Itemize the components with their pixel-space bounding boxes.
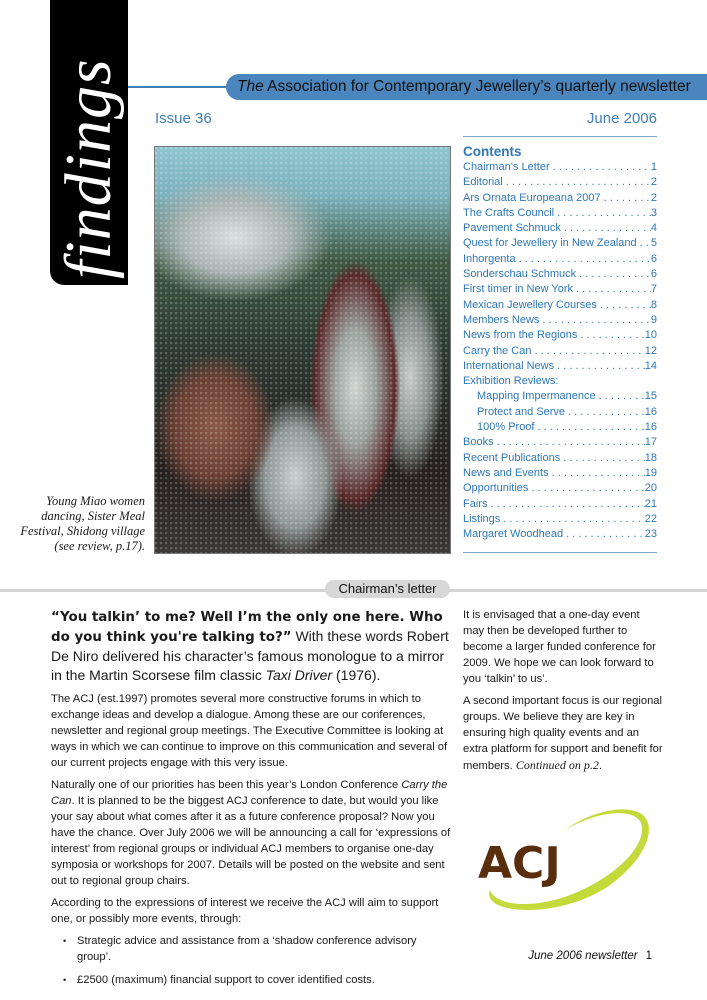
leader-dots — [597, 298, 651, 313]
masthead-rule — [128, 86, 238, 88]
contents-item[interactable] — [463, 512, 657, 527]
contents-item[interactable] — [463, 206, 657, 221]
paragraph-1: The ACJ (est.1997) promotes several more constructive forums in which to exchange ideas and develop a dialogue. Among these are our conferences, newsletter and regional group meetings. The Executive Committee is looking at ways in which we can continue to improve on this communication and several of our current projects engage with this very issue. — [51, 693, 448, 769]
leader-dots — [563, 527, 645, 542]
contents-item[interactable] — [463, 236, 657, 251]
article-column-1 — [51, 607, 451, 995]
banner-italic: The — [237, 78, 264, 95]
contents-item-page: 1 — [650, 161, 657, 173]
contents-item[interactable] — [463, 252, 657, 267]
contents-item-title: Mexican Jewellery Courses — [463, 298, 597, 311]
contents-item-page: 21 — [644, 497, 657, 510]
contents-item[interactable] — [463, 405, 657, 420]
leader-dots — [549, 466, 645, 481]
conference-title: Carry the Can — [51, 779, 448, 807]
contents-item[interactable] — [463, 497, 657, 512]
lead-quote: “You talkin’ to me? Well I’m the only one here. Who do you think you're talking to?” — [51, 610, 443, 645]
newsletter-banner — [226, 74, 707, 100]
contents-item[interactable] — [463, 359, 657, 374]
contents-item[interactable] — [463, 420, 657, 435]
contents-item[interactable] — [463, 191, 657, 206]
contents-item-title: Pavement Schmuck — [463, 222, 561, 235]
contents-panel — [463, 144, 657, 542]
contents-item-title: Fairs — [463, 497, 488, 510]
contents-item-page: 6 — [650, 268, 657, 281]
contents-item-page: 12 — [644, 344, 657, 357]
contents-item[interactable] — [463, 175, 657, 190]
support-list — [51, 933, 451, 988]
contents-item-page: 2 — [650, 191, 657, 204]
contents-item-page: 19 — [644, 466, 657, 479]
contents-item-page: 4 — [650, 222, 657, 235]
findings-masthead — [50, 0, 128, 285]
contents-item-title: Members News — [463, 313, 540, 326]
contents-bottom-rule — [463, 552, 657, 553]
contents-item[interactable] — [463, 282, 657, 297]
leader-dots — [573, 282, 651, 297]
contents-item[interactable] — [463, 328, 657, 343]
contents-item-title: News from the Regions — [463, 329, 578, 342]
col2-period: . — [598, 760, 602, 772]
page-number: 1 — [645, 950, 652, 962]
p2-rest: . It is planned to be the biggest ACJ conference to date, but would you like your say about what comes after it as a future conference proposal? Now you have the chance. Over July 2006 we will be announcing a call for ‘expressions of interest’ from regional groups or individual ACJ members to organise one-day symposia or workshops for 2007. Details will be posted on the website and sent out to regional group chairs. — [51, 795, 451, 887]
contents-item[interactable] — [463, 527, 657, 542]
leader-dots — [577, 328, 644, 343]
contents-item[interactable] — [463, 313, 657, 328]
contents-item[interactable] — [463, 374, 657, 389]
contents-item-title: Protect and Serve — [477, 405, 566, 418]
contents-item-page: 10 — [644, 329, 657, 342]
paragraph-2 — [51, 777, 451, 889]
paragraph-3: According to the expressions of interest we receive the ACJ will aim to support one, or possibly more events, through: — [51, 897, 439, 925]
leader-dots — [550, 160, 651, 175]
leader-dots — [554, 359, 645, 374]
contents-title: Contents — [463, 144, 522, 159]
contents-item-page: 6 — [650, 252, 657, 265]
contents-item[interactable] — [463, 344, 657, 359]
leader-dots — [534, 420, 644, 435]
contents-item[interactable] — [463, 466, 657, 481]
contents-item-page: 7 — [650, 283, 657, 296]
contents-item[interactable] — [463, 298, 657, 313]
col2-paragraph-2 — [463, 693, 663, 774]
contents-item-title: Exhibition Reviews: — [463, 375, 559, 388]
contents-item-page: 8 — [650, 298, 657, 311]
contents-item-title: Margaret Woodhead — [463, 528, 564, 541]
leader-dots — [601, 191, 651, 206]
photo-texture — [155, 147, 450, 553]
acj-logo-icon — [470, 795, 660, 925]
contents-item-title: Editorial — [463, 176, 503, 189]
contents-item-page: 5 — [650, 237, 657, 250]
contents-item-page: 23 — [644, 528, 657, 541]
p2-start: Naturally one of our priorities has been this year’s London Conference — [51, 779, 402, 791]
contents-item-title: 100% Proof — [477, 421, 535, 434]
contents-item-title: Mapping Impermanence — [477, 390, 596, 403]
contents-item-title: Ars Ornata Europeana 2007 — [463, 191, 601, 204]
cover-photo — [154, 146, 451, 554]
leader-dots — [565, 405, 645, 420]
leader-dots — [494, 435, 645, 450]
list-item: • £2500 (maximum) financial support to cover identified costs. — [77, 972, 451, 988]
contents-item[interactable] — [463, 435, 657, 450]
page-footer — [528, 950, 652, 962]
col2-paragraph-1: It is envisaged that a one-day event may then be developed further to become a larger funded conference for 2009. We hope we can look forward to you ‘talkin’ to us’. — [463, 609, 656, 685]
contents-item-page: 15 — [644, 390, 657, 403]
contents-item-title: Sonderschau Schmuck — [463, 268, 577, 281]
lead-text-end: (1976). — [332, 667, 381, 683]
contents-item[interactable] — [463, 267, 657, 282]
contents-item-page: 20 — [644, 482, 657, 495]
contents-item-title: Books — [463, 436, 494, 449]
leader-dots — [531, 344, 644, 359]
contents-item[interactable] — [463, 160, 657, 175]
leader-dots — [561, 221, 651, 236]
lead-text: With these words Robert De Niro delivered his character’s famous monologue to a mirror in the Martin Scorsese film classic — [51, 628, 449, 683]
contents-item-title: First timer in New York — [463, 283, 574, 296]
contents-item[interactable] — [463, 481, 657, 496]
contents-list — [463, 160, 657, 542]
leader-dots — [576, 267, 651, 282]
contents-item-page: 2 — [650, 176, 657, 189]
contents-item-title: Carry the Can — [463, 344, 532, 357]
issue-number: Issue 36 — [155, 110, 212, 127]
findings-wordmark: findings — [52, 58, 125, 279]
contents-item-page: 16 — [644, 405, 657, 418]
photo-caption: Young Miao women dancing, Sister Meal Festival, Shidong village (see review, p.17). — [20, 494, 145, 553]
list-item: • Strategic advice and assistance from a ‘shadow conference advisory group’. — [77, 933, 451, 965]
contents-item-title: Opportunities — [463, 482, 529, 495]
contents-top-rule — [463, 136, 657, 137]
contents-item-page: 14 — [644, 359, 657, 372]
issue-date: June 2006 — [586, 110, 657, 127]
leader-dots — [539, 313, 650, 328]
contents-item-title: Quest for Jewellery in New Zealand — [463, 237, 637, 250]
contents-item[interactable] — [463, 389, 657, 404]
film-title: Taxi Driver — [265, 667, 333, 683]
leader-dots — [487, 497, 644, 512]
contents-item-page: 17 — [644, 436, 657, 449]
lead-paragraph — [51, 607, 451, 685]
contents-item-title: International News — [463, 359, 555, 372]
contents-item-title: Listings — [463, 512, 501, 525]
footer-text: June 2006 newsletter — [528, 950, 638, 962]
contents-item-page: 18 — [644, 451, 657, 464]
contents-item-page: 3 — [650, 206, 657, 219]
leader-dots — [528, 481, 644, 496]
banner-text: Association for Contemporary Jewellery’s quarterly newsletter — [263, 78, 691, 95]
contents-item-title: Chairman’s Letter — [463, 161, 550, 173]
leader-dots — [516, 252, 651, 267]
leader-dots — [560, 451, 645, 466]
leader-dots — [637, 236, 651, 251]
contents-item-title: Inhorgenta — [463, 252, 516, 265]
contents-item-title: Recent Publications — [463, 451, 561, 464]
contents-item-page: 16 — [644, 421, 657, 434]
col2-p2-text: A second important focus is our regional groups. We believe they are key in ensuring high quality events and an extra platform for support and benefit for members. — [463, 695, 663, 772]
acj-logo — [470, 795, 660, 925]
article-column-2 — [463, 607, 663, 780]
leader-dots — [596, 389, 645, 404]
contents-item[interactable] — [463, 221, 657, 236]
contents-item[interactable] — [463, 451, 657, 466]
leader-dots — [554, 206, 651, 221]
contents-item-page: 9 — [650, 313, 657, 326]
acj-logo-text: ACJ — [478, 838, 561, 889]
leader-dots — [503, 175, 651, 190]
section-label: Chairman’s letter — [325, 580, 450, 598]
leader-dots — [500, 512, 644, 527]
contents-item-title: The Crafts Council — [463, 206, 555, 219]
contents-item-title: News and Events — [463, 466, 549, 479]
continued-link[interactable]: Continued on p.2 — [515, 758, 599, 772]
contents-item-page: 22 — [644, 512, 657, 525]
